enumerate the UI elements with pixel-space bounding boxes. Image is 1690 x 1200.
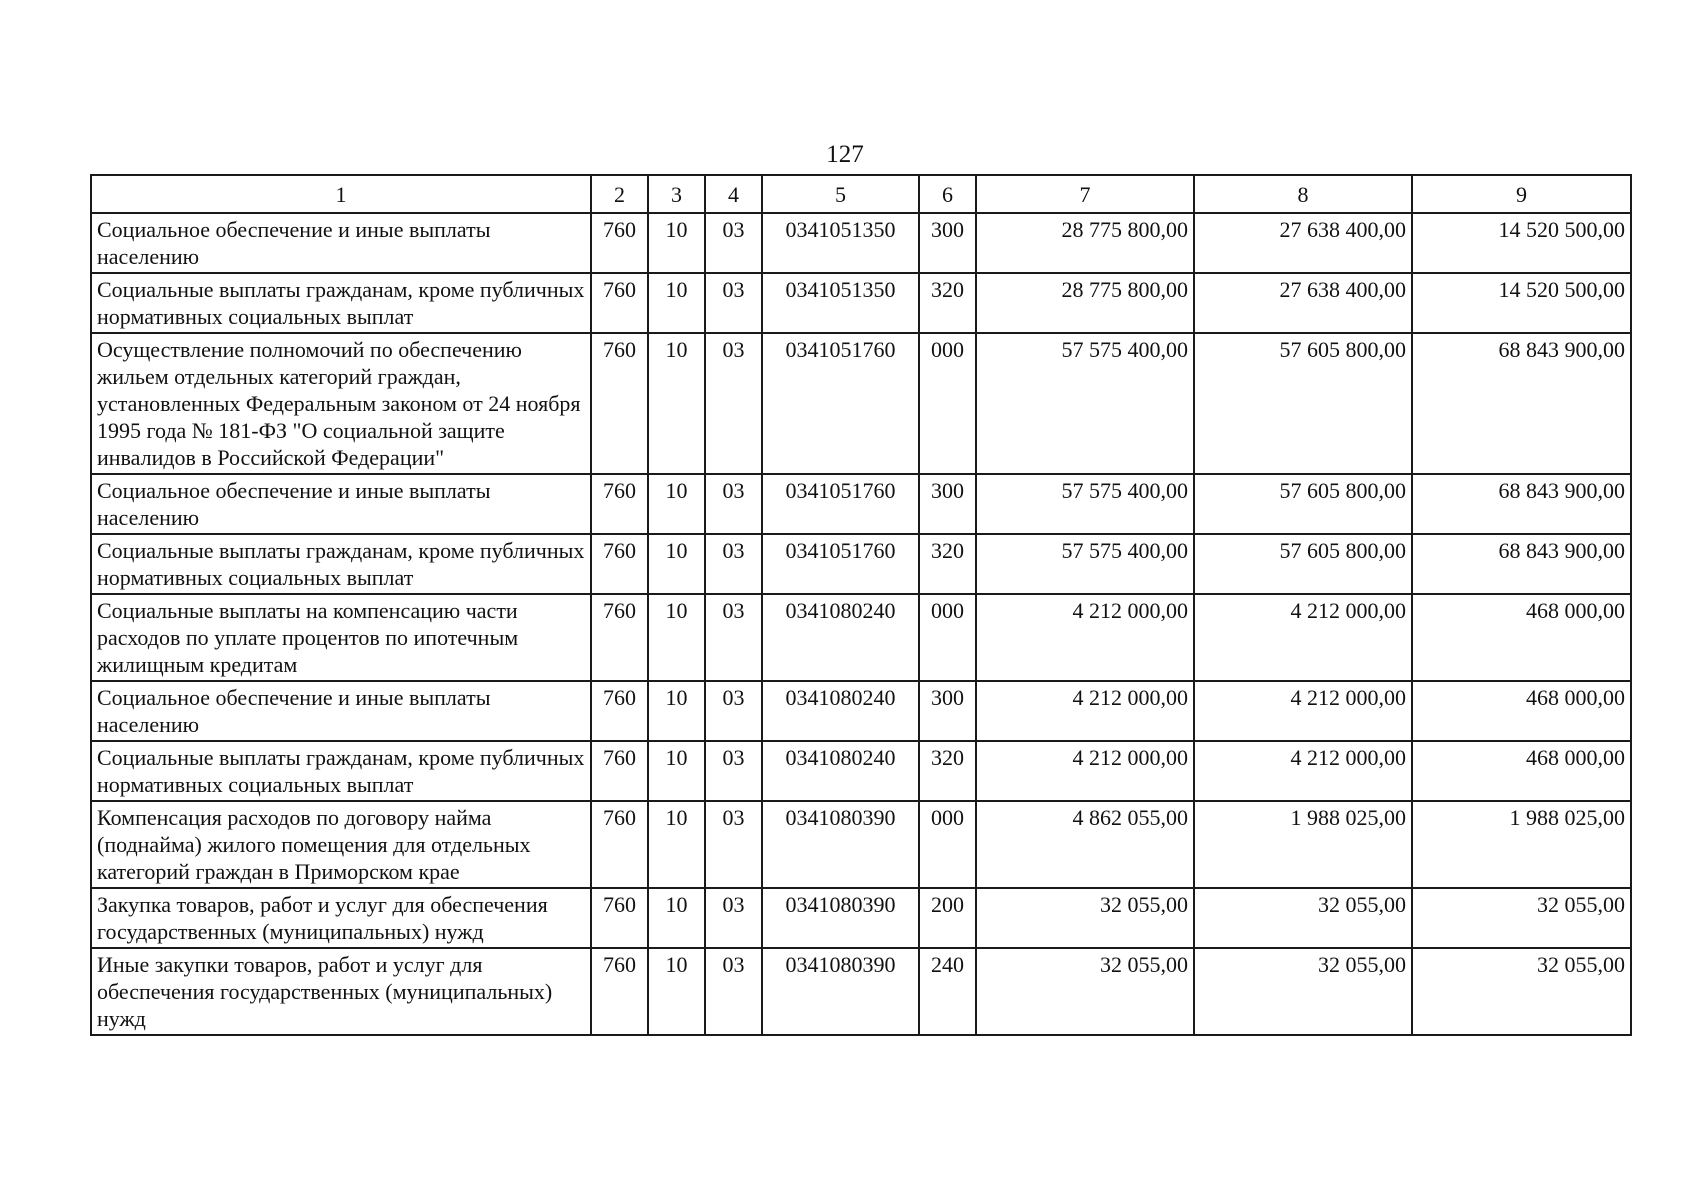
cell-col4: 03 (705, 474, 762, 534)
header-row (91, 175, 1631, 213)
cell-col4: 03 (705, 213, 762, 273)
cell-col6: 000 (919, 333, 976, 474)
cell-col8: 4 212 000,00 (1194, 594, 1412, 681)
row-name: Социальное обеспечение и иные выплаты населению (91, 681, 591, 741)
table-row (91, 681, 1631, 741)
cell-col2: 760 (591, 801, 648, 888)
cell-col7: 4 212 000,00 (976, 594, 1194, 681)
cell-col7: 4 212 000,00 (976, 741, 1194, 801)
table-row (91, 594, 1631, 681)
cell-col8: 57 605 800,00 (1194, 333, 1412, 474)
cell-col7: 32 055,00 (976, 948, 1194, 1035)
cell-col4: 03 (705, 273, 762, 333)
cell-col5: 0341051760 (762, 534, 919, 594)
row-name: Иные закупки товаров, работ и услуг для обеспечения государственных (муниципальных) нужд (91, 948, 591, 1035)
cell-col2: 760 (591, 474, 648, 534)
table-row (91, 888, 1631, 948)
cell-col5: 0341051350 (762, 273, 919, 333)
column-header: 2 (591, 175, 648, 213)
row-name: Социальные выплаты гражданам, кроме публичных нормативных социальных выплат (91, 534, 591, 594)
cell-col2: 760 (591, 888, 648, 948)
cell-col4: 03 (705, 534, 762, 594)
row-name: Компенсация расходов по договору найма (поднайма) жилого помещения для отдельных категорий граждан в Приморском крае (91, 801, 591, 888)
cell-col3: 10 (648, 474, 705, 534)
cell-col6: 300 (919, 681, 976, 741)
cell-col8: 1 988 025,00 (1194, 801, 1412, 888)
cell-col9: 14 520 500,00 (1412, 213, 1631, 273)
table-row (91, 534, 1631, 594)
cell-col2: 760 (591, 534, 648, 594)
cell-col2: 760 (591, 594, 648, 681)
table-row (91, 213, 1631, 273)
cell-col4: 03 (705, 741, 762, 801)
cell-col6: 300 (919, 213, 976, 273)
table-row (91, 741, 1631, 801)
cell-col9: 68 843 900,00 (1412, 333, 1631, 474)
cell-col5: 0341051760 (762, 333, 919, 474)
column-header: 4 (705, 175, 762, 213)
cell-col5: 0341080390 (762, 888, 919, 948)
row-name: Социальное обеспечение и иные выплаты населению (91, 474, 591, 534)
cell-col3: 10 (648, 801, 705, 888)
row-name: Социальные выплаты гражданам, кроме публичных нормативных социальных выплат (91, 273, 591, 333)
cell-col2: 760 (591, 948, 648, 1035)
cell-col7: 4 212 000,00 (976, 681, 1194, 741)
row-name: Закупка товаров, работ и услуг для обеспечения государственных (муниципальных) нужд (91, 888, 591, 948)
column-header: 6 (919, 175, 976, 213)
cell-col9: 32 055,00 (1412, 888, 1631, 948)
table-row (91, 474, 1631, 534)
budget-table (90, 174, 1632, 1036)
cell-col2: 760 (591, 681, 648, 741)
cell-col5: 0341080240 (762, 594, 919, 681)
cell-col2: 760 (591, 213, 648, 273)
cell-col8: 57 605 800,00 (1194, 474, 1412, 534)
cell-col9: 468 000,00 (1412, 594, 1631, 681)
table-row (91, 948, 1631, 1035)
column-header: 3 (648, 175, 705, 213)
cell-col6: 000 (919, 801, 976, 888)
cell-col2: 760 (591, 741, 648, 801)
cell-col6: 320 (919, 741, 976, 801)
cell-col9: 1 988 025,00 (1412, 801, 1631, 888)
cell-col8: 32 055,00 (1194, 888, 1412, 948)
cell-col4: 03 (705, 888, 762, 948)
cell-col3: 10 (648, 333, 705, 474)
cell-col5: 0341051350 (762, 213, 919, 273)
cell-col3: 10 (648, 681, 705, 741)
row-name: Социальные выплаты на компенсацию части расходов по уплате процентов по ипотечным жилищным кредитам (91, 594, 591, 681)
cell-col9: 68 843 900,00 (1412, 534, 1631, 594)
cell-col5: 0341080240 (762, 741, 919, 801)
cell-col8: 32 055,00 (1194, 948, 1412, 1035)
cell-col5: 0341080390 (762, 948, 919, 1035)
cell-col7: 32 055,00 (976, 888, 1194, 948)
row-name: Социальное обеспечение и иные выплаты населению (91, 213, 591, 273)
cell-col6: 320 (919, 273, 976, 333)
cell-col7: 28 775 800,00 (976, 213, 1194, 273)
column-header: 5 (762, 175, 919, 213)
cell-col9: 32 055,00 (1412, 948, 1631, 1035)
cell-col7: 28 775 800,00 (976, 273, 1194, 333)
cell-col9: 468 000,00 (1412, 741, 1631, 801)
column-header: 7 (976, 175, 1194, 213)
cell-col5: 0341080240 (762, 681, 919, 741)
cell-col7: 57 575 400,00 (976, 333, 1194, 474)
cell-col2: 760 (591, 273, 648, 333)
cell-col4: 03 (705, 594, 762, 681)
table-row (91, 273, 1631, 333)
cell-col8: 4 212 000,00 (1194, 741, 1412, 801)
cell-col5: 0341080390 (762, 801, 919, 888)
cell-col4: 03 (705, 948, 762, 1035)
cell-col3: 10 (648, 888, 705, 948)
column-header: 1 (91, 175, 591, 213)
cell-col3: 10 (648, 213, 705, 273)
cell-col7: 57 575 400,00 (976, 534, 1194, 594)
cell-col9: 68 843 900,00 (1412, 474, 1631, 534)
cell-col7: 4 862 055,00 (976, 801, 1194, 888)
cell-col6: 300 (919, 474, 976, 534)
row-name: Осуществление полномочий по обеспечению жильем отдельных категорий граждан, установленных Федеральным законом от 24 ноября 1995 года № 181-ФЗ "О социальной защите инвалидов в Российской Федерации" (91, 333, 591, 474)
cell-col9: 468 000,00 (1412, 681, 1631, 741)
page-number: 127 (826, 141, 864, 168)
cell-col8: 57 605 800,00 (1194, 534, 1412, 594)
cell-col4: 03 (705, 333, 762, 474)
cell-col3: 10 (648, 273, 705, 333)
cell-col2: 760 (591, 333, 648, 474)
cell-col3: 10 (648, 741, 705, 801)
row-name: Социальные выплаты гражданам, кроме публичных нормативных социальных выплат (91, 741, 591, 801)
cell-col9: 14 520 500,00 (1412, 273, 1631, 333)
cell-col6: 240 (919, 948, 976, 1035)
cell-col8: 4 212 000,00 (1194, 681, 1412, 741)
column-header: 8 (1194, 175, 1412, 213)
cell-col3: 10 (648, 948, 705, 1035)
cell-col4: 03 (705, 801, 762, 888)
cell-col6: 000 (919, 594, 976, 681)
column-header: 9 (1412, 175, 1631, 213)
cell-col3: 10 (648, 594, 705, 681)
cell-col6: 200 (919, 888, 976, 948)
cell-col8: 27 638 400,00 (1194, 273, 1412, 333)
cell-col4: 03 (705, 681, 762, 741)
cell-col8: 27 638 400,00 (1194, 213, 1412, 273)
table-row (91, 333, 1631, 474)
table-row (91, 801, 1631, 888)
cell-col3: 10 (648, 534, 705, 594)
cell-col7: 57 575 400,00 (976, 474, 1194, 534)
cell-col6: 320 (919, 534, 976, 594)
cell-col5: 0341051760 (762, 474, 919, 534)
